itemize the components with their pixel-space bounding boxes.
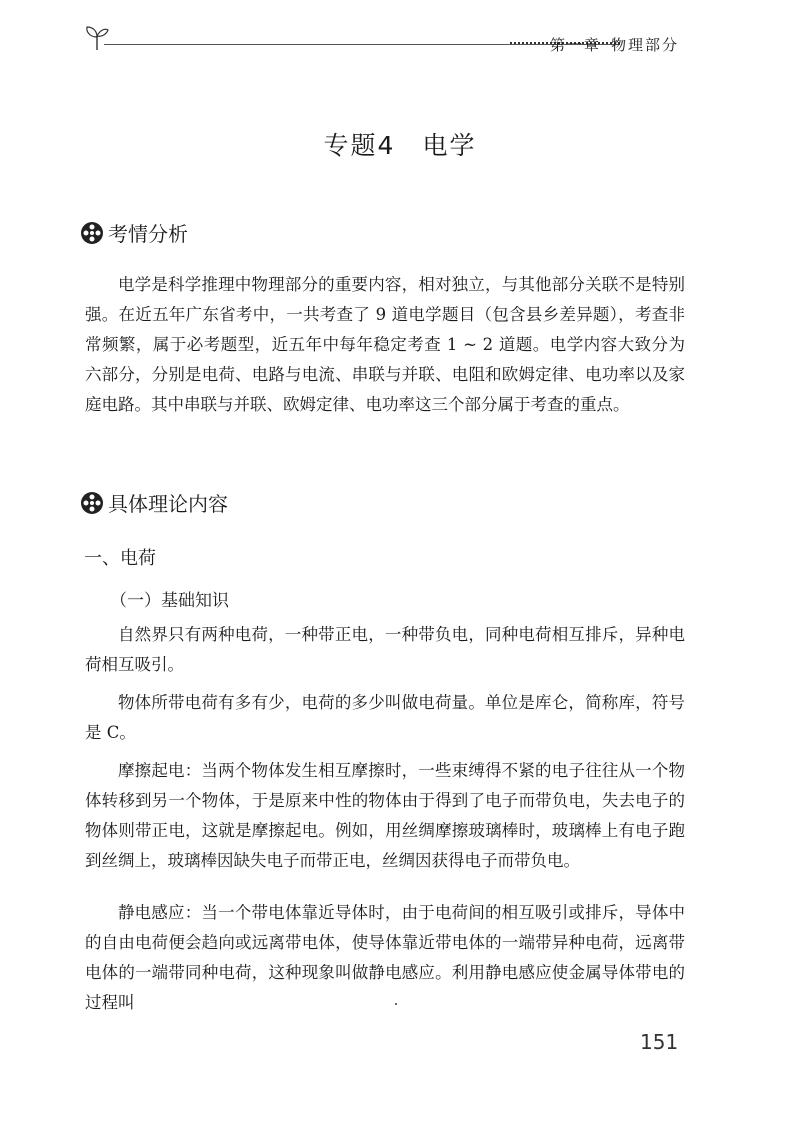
page-number: 151 bbox=[640, 1030, 679, 1054]
speck bbox=[395, 1003, 397, 1005]
section-heading-theory bbox=[80, 488, 228, 517]
body-paragraph: 摩擦起电：当两个物体发生相互摩擦时，一些束缚得不紧的电子往往从一个物体转移到另一个物体，于是原来中性的物体由于得到了电子而带负电，失去电子的物体则带正电，这就是摩擦起电。例如，用丝绸摩擦玻璃棒时，玻璃棒上有电子跑到丝绸上，玻璃棒因缺失电子而带正电，丝绸因获得电子而带负电。 bbox=[85, 761, 685, 870]
sprout-icon bbox=[84, 22, 110, 52]
body-paragraph: 自然界只有两种电荷，一种带正电，一种带负电，同种电荷相互排斥，异种电荷相互吸引。 bbox=[85, 625, 685, 674]
flower-icon bbox=[80, 491, 104, 515]
body-paragraph: 静电感应：当一个带电体靠近导体时，由于电荷间的相互吸引或排斥，导体中的自由电荷便会趋向或远离带电体，使导体靠近带电体的一端带异种电荷，远离带电体的一端带同种电荷，这种现象叫做静电感应。利用静电感应使金属导体带电的过程叫 bbox=[85, 903, 685, 1012]
chapter-label bbox=[550, 34, 679, 55]
subsubsection-heading: （一）基础知识 bbox=[110, 591, 229, 611]
page-title: 专题4 电学 bbox=[323, 131, 477, 160]
section-heading-label: 考情分析 bbox=[108, 222, 188, 246]
running-header bbox=[80, 18, 690, 58]
flower-icon bbox=[80, 221, 104, 245]
body-paragraph: 物体所带电荷有多有少，电荷的多少叫做电荷量。单位是库仑，简称库，符号是 C。 bbox=[85, 693, 685, 742]
section-heading-label: 具体理论内容 bbox=[108, 492, 228, 516]
header-rule bbox=[104, 44, 620, 45]
chapter-number: 第一章 bbox=[550, 36, 602, 54]
chapter-part: 物理部分 bbox=[611, 36, 680, 54]
subsection-heading: 一、电荷 bbox=[84, 548, 156, 569]
section-heading-analysis bbox=[80, 218, 188, 247]
analysis-paragraph: 电学是科学推理中物理部分的重要内容，相对独立，与其他部分关联不是特别强。在近五年广东省考中，一共考查了 9 道电学题目（包含县乡差异题），考查非常频繁，属于必考题型，近五年中每年稳定考查 1 ~ 2 道题。电学内容大致分为六部分，分别是电荷、电路与电流、串联与并联、电阻和欧姆定律、电功率以及家庭电路。其中串联与并联、欧姆定律、电功率这三个部分属于考查的重点。 bbox=[85, 275, 685, 414]
